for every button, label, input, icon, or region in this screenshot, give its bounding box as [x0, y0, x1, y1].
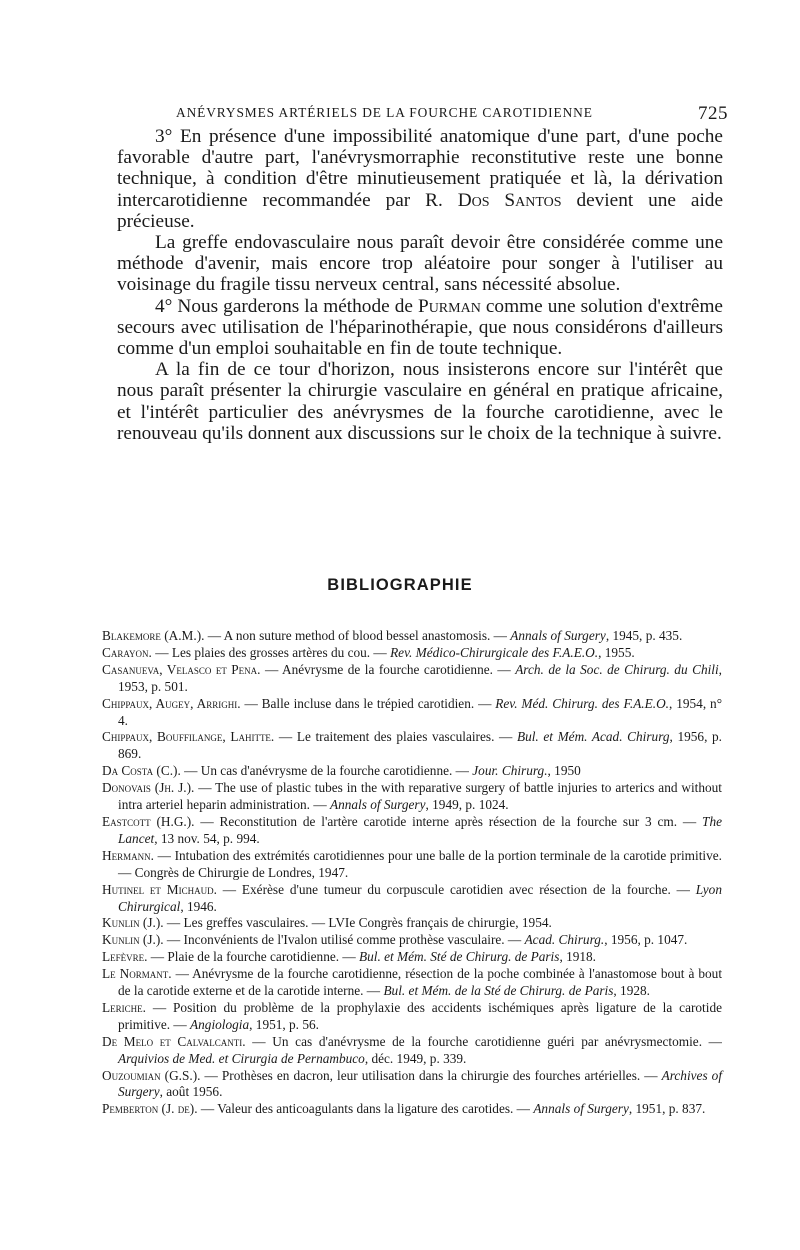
paragraph: La greffe endovasculaire nous paraît devoir être considérée comme une méthode d'avenir, mais encore trop aléatoire pour songer à l'utiliser au voisinage du fragile tissu nerveux central, sans nécessité absolue. — [117, 232, 723, 296]
author-name: Purman — [417, 295, 481, 317]
bibliography-source: Annals of Surgery — [533, 1101, 629, 1117]
bibliography-text: — The use of plastic tubes in the with reparative surgery of battle injuries to arterics and without intra arteriel heparin administration. — — [118, 780, 722, 813]
bibliography-text: — Un cas d'anévrysme de la fourche carotidienne guéri par anévrysmectomie. — — [245, 1033, 722, 1049]
bibliography-source: Bul. et Mém. Sté de Chirurg. de Paris — [359, 949, 560, 965]
bibliography-details: , 1956, p. 869. — [118, 729, 723, 762]
bibliography-entry — [102, 696, 722, 730]
bibliography-text: — A non suture method of blood bessel anastomosis. — — [204, 628, 511, 643]
bibliography-text: — Intubation des extrémités carotidiennes pour une balle de la portion terminale de la carotide primitive. — Congrès de Chirurgie de Londres, 1947. — [118, 847, 722, 880]
bibliography-source: The Lancet — [118, 813, 722, 846]
page-number: 725 — [698, 103, 728, 124]
bibliography-heading: BIBLIOGRAPHIE — [327, 576, 473, 594]
bibliography-entry — [102, 645, 722, 662]
paragraph: A la fin de ce tour d'horizon, nous insisterons encore sur l'intérêt que nous paraît présenter la chirurgie vasculaire en général en pratique africaine, et l'intérêt particulier des anévrysmes de la fourche carotidienne, avec le renouveau qu'ils donnent aux discussions sur le choix de la technique à suivre. — [117, 359, 723, 444]
bibliography-author: Da Costa (C.). — [102, 763, 181, 779]
bibliography-text: — Les greffes vasculaires. — LVIe Congrès français de chirurgie, 1954. — [163, 915, 552, 931]
bibliography-author: Kunlin (J.). — [102, 915, 164, 931]
bibliography-entry — [102, 628, 722, 645]
bibliography-entry — [102, 1068, 722, 1102]
bibliography-entry — [102, 763, 722, 780]
bibliography-details: , août 1956. — [159, 1084, 223, 1100]
bibliography-source: Annals of Surgery — [329, 797, 426, 813]
bibliography-details: , déc. 1949, p. 339. — [364, 1050, 467, 1066]
bibliography-entry — [102, 932, 722, 949]
bibliography-author: Leriche. — [102, 999, 146, 1015]
bibliography-entry — [102, 814, 722, 848]
bibliography-text: — Inconvénients de l'Ivalon utilisé comme prothèse vasculaire. — — [163, 932, 525, 948]
bibliography-author: Chippaux, Bouffilange, Lahitte. — [102, 729, 275, 745]
bibliography-author: Blakemore (A.M.). — [102, 628, 205, 643]
bibliography-author: Donovais (Jh. J.). — [102, 780, 195, 796]
bibliography-source: Angiologia — [190, 1016, 250, 1032]
bibliography-author: Hutinel et Michaud. — [102, 881, 217, 897]
bibliography-text: — Exérèse d'une tumeur du corpuscule carotidien avec résection de la fourche. — — [216, 881, 696, 897]
bibliography-source: Arquivios de Med. et Cirurgia de Pernambuco — [118, 1050, 365, 1066]
bibliography-entry — [102, 966, 722, 1000]
paragraph: 4° Nous garderons la méthode de Purman comme une solution d'extrême secours avec utilisation de l'héparinothérapie, que nous considérons d'ailleurs comme d'un emploi souhaitable en fin de toute technique. — [117, 295, 723, 360]
body-text — [117, 126, 723, 444]
bibliography-source: Bul. et Mém. de la Sté de Chirurg. de Paris — [383, 983, 614, 999]
bibliography-entry — [102, 949, 722, 966]
bibliography-text: — Anévrysme de la fourche carotidienne, résection de la poche combinée à l'anastomose bout à bout de la carotide externe et de la carotide interne. — — [118, 966, 723, 999]
bibliography-details: , 13 nov. 54, p. 994. — [154, 830, 260, 846]
bibliography-entry — [102, 1000, 722, 1034]
bibliography-text: — Prothèses en dacron, leur utilisation dans la chirurgie des fourches artérielles. — — [200, 1067, 662, 1083]
bibliography-text: — Les plaies des grosses artères du cou. — — [151, 644, 391, 660]
bibliography-details: , 1951, p. 837. — [628, 1101, 706, 1117]
bibliography-details: , 1946. — [180, 898, 217, 914]
paragraph: 3° En présence d'une impossibilité anatomique d'une part, d'une poche favorable d'autre part, l'anévrysmorraphie reconstitutive reste une bonne technique, à condition d'être minutieusement pratiquée et là, la dérivation intercarotidienne recommandée par R. Dos Santos devient une aide précieuse. — [117, 126, 723, 232]
bibliography-entry — [102, 729, 722, 763]
bibliography-details: , 1949, p. 1024. — [425, 797, 509, 813]
bibliography-entry — [102, 915, 722, 932]
bibliography-details: , 1945, p. 435. — [605, 628, 683, 643]
bibliography-source: Lyon Chirurgical — [118, 881, 722, 914]
bibliography-author: Eastcott (H.G.). — [102, 813, 195, 829]
bibliography-text: — Balle incluse dans le trépied carotidien. — — [240, 695, 496, 711]
bibliography-author: Pemberton (J. de). — [102, 1101, 198, 1117]
bibliography-list — [102, 628, 722, 1118]
bibliography-source: Rev. Médico-Chirurgicale des F.A.E.O. — [390, 644, 599, 660]
bibliography-text: — Position du problème de la prophylaxie des accidents ischémiques après ligature de la carotide primitive. — — [118, 999, 722, 1032]
bibliography-details: , 1956, p. 1047. — [604, 932, 688, 948]
bibliography-author: Casanueva, Velasco et Pena. — [102, 661, 261, 677]
bibliography-source: Jour. Chirurg. — [472, 763, 548, 779]
bibliography-text: — Le traitement des plaies vasculaires. — — [274, 729, 517, 745]
bibliography-author: Kunlin (J.). — [102, 932, 164, 948]
bibliography-author: Carayon. — [102, 644, 152, 660]
bibliography-text: — Valeur des anticoagulants dans la ligature des carotides. — — [197, 1101, 534, 1117]
bibliography-text: — Un cas d'anévrysme de la fourche carotidienne. — — [180, 763, 473, 779]
bibliography-text: — Anévrysme de la fourche carotidienne. — — [260, 661, 516, 677]
bibliography-source: Arch. de la Soc. de Chirurg. du Chili — [515, 661, 719, 677]
bibliography-entry — [102, 1101, 722, 1118]
bibliography-details: , 1954, n° 4. — [118, 695, 723, 728]
bibliography-details: , 1950 — [547, 763, 581, 779]
bibliography-details: , 1955. — [598, 644, 635, 660]
bibliography-source: Rev. Méd. Chirurg. des F.A.E.O. — [495, 695, 670, 711]
bibliography-author: Chippaux, Augey, Arrighi. — [102, 695, 241, 711]
bibliography-author: De Melo et Calvalcanti. — [102, 1033, 246, 1049]
bibliography-details: , 1953, p. 501. — [118, 661, 722, 694]
running-title: ANÉVRYSMES ARTÉRIELS DE LA FOURCHE CAROTIDIENNE — [176, 105, 593, 120]
bibliography-author: Lefèvre. — [102, 949, 148, 965]
bibliography-source: Archives of Surgery — [118, 1067, 723, 1100]
bibliography-details: , 1951, p. 56. — [249, 1016, 319, 1032]
bibliography-entry — [102, 662, 722, 696]
author-name: Dos Santos — [457, 189, 562, 211]
bibliography-entry — [102, 780, 722, 814]
bibliography-author: Hermann. — [102, 847, 154, 863]
bibliography-text: — Plaie de la fourche carotidienne. — — [147, 949, 360, 965]
bibliography-entry — [102, 848, 722, 882]
bibliography-details: , 1928. — [613, 983, 650, 999]
bibliography-source: Annals of Surgery — [510, 628, 606, 643]
bibliography-entry — [102, 882, 722, 916]
bibliography-source: Bul. et Mém. Acad. Chirurg — [516, 729, 670, 745]
bibliography-author: Ouzoumian (G.S.). — [102, 1067, 201, 1083]
bibliography-source: Acad. Chirurg. — [524, 932, 605, 948]
bibliography-details: , 1918. — [559, 949, 597, 965]
bibliography-text: — Reconstitution de l'artère carotide interne après résection de la fourche sur 3 cm. — — [194, 813, 703, 829]
bibliography-entry — [102, 1034, 722, 1068]
bibliography-author: Le Normant. — [102, 966, 172, 982]
